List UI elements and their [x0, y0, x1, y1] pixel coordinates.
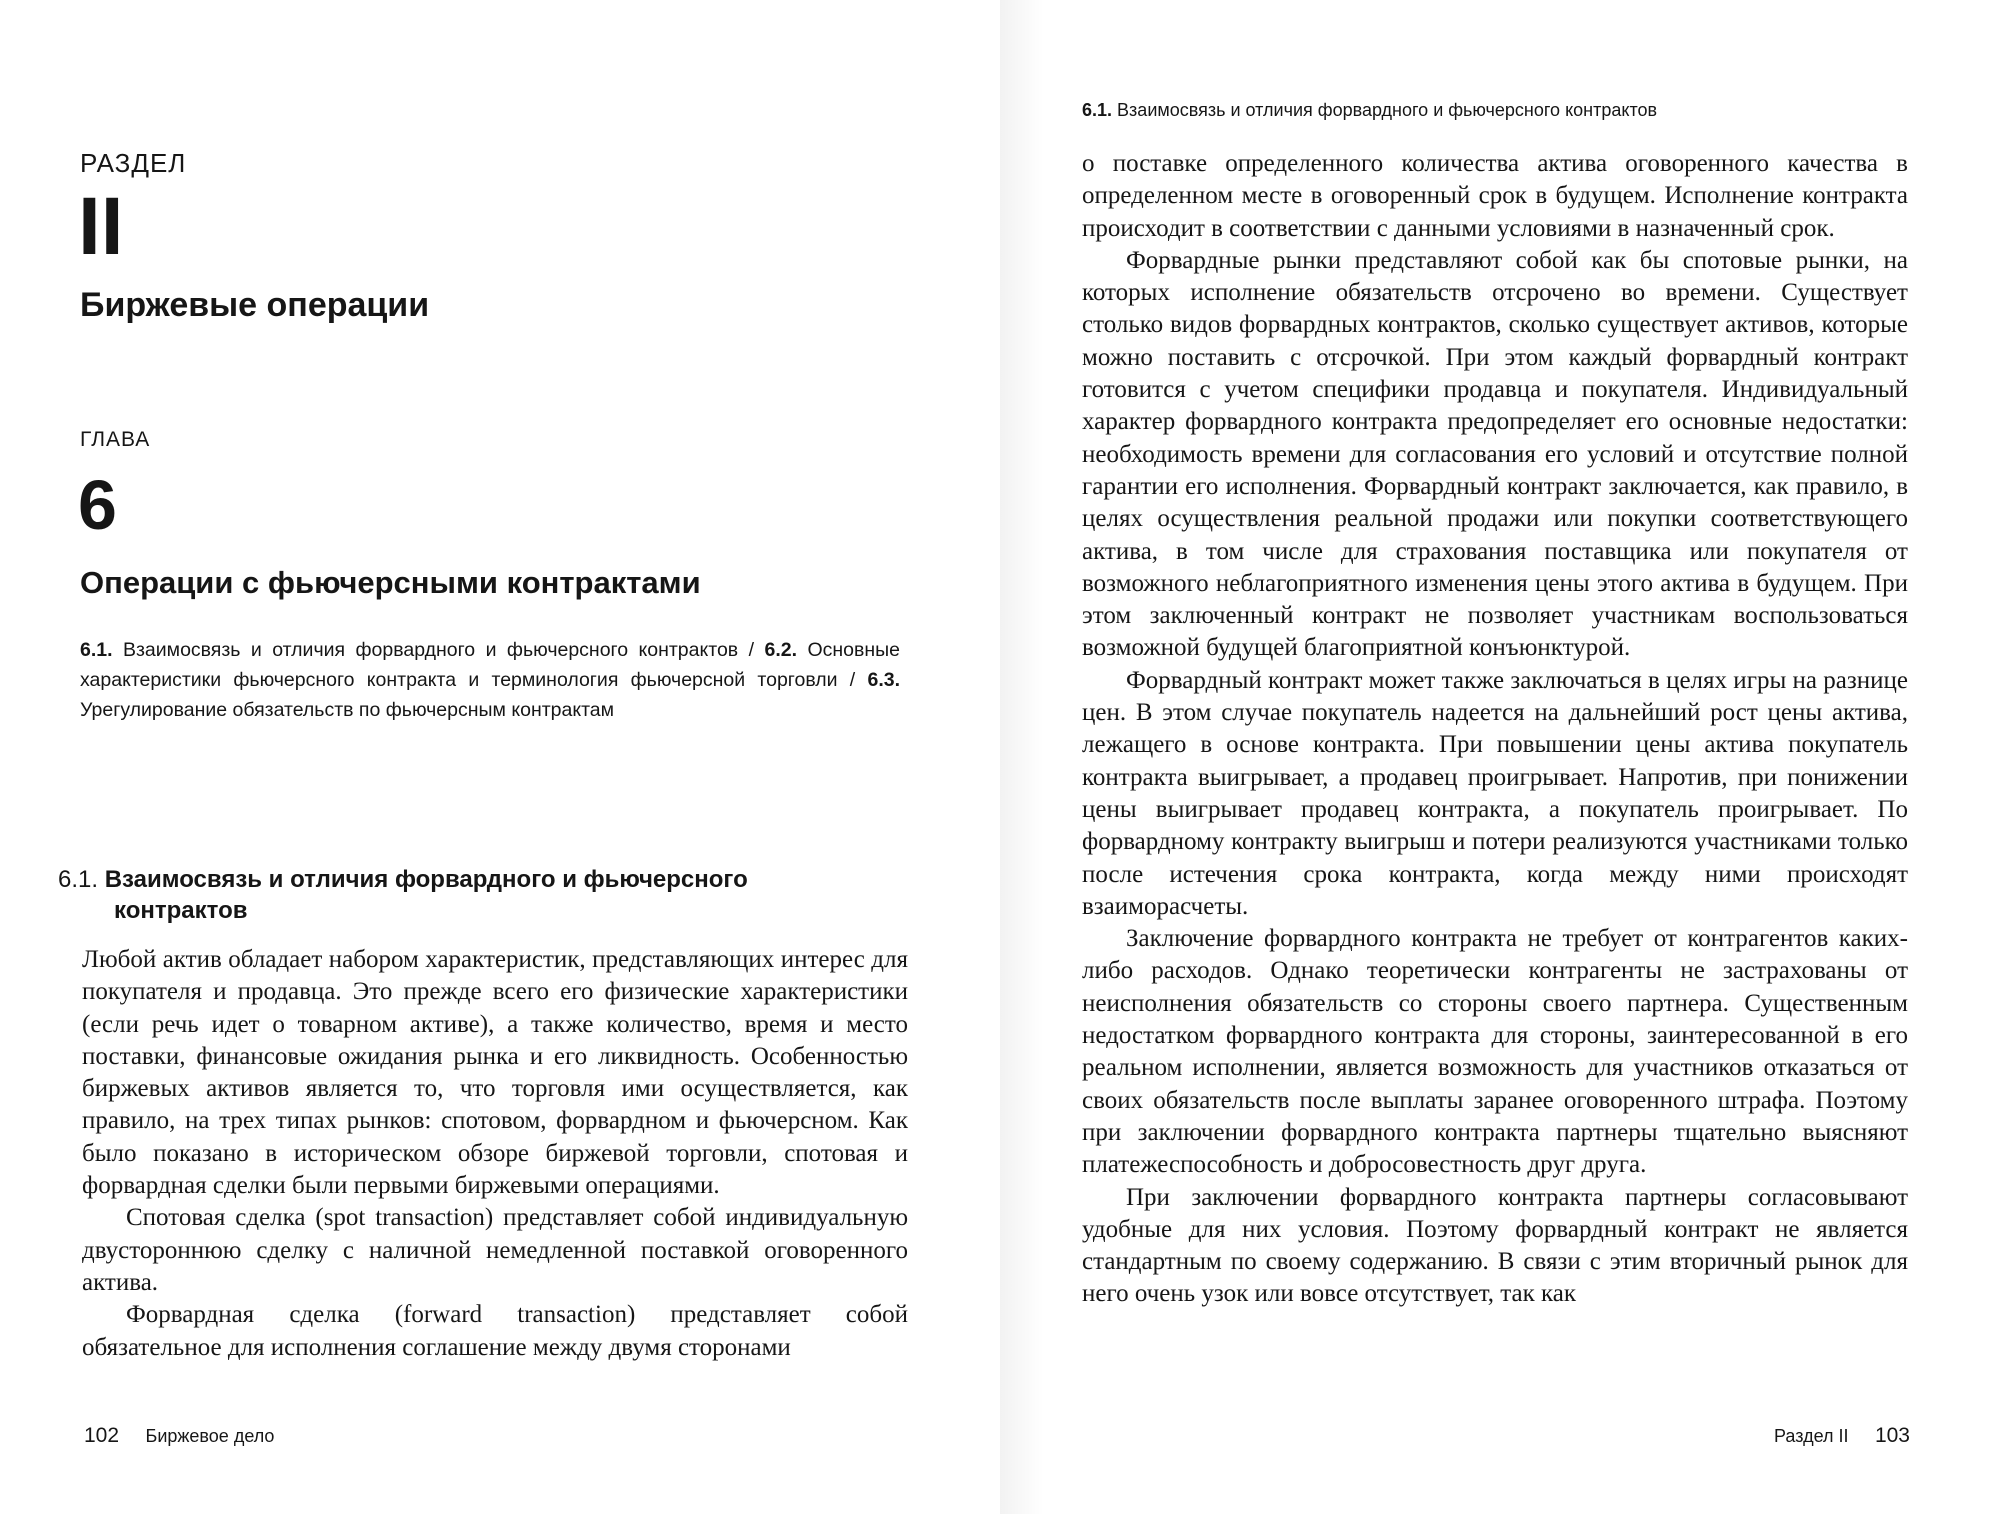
paragraph: Форвардные рынки представляют собой как бы спотовые рынки, на которых исполнение обязательств отсрочено во времени. Существует столько видов форвардных контрактов, сколько существует активов, которые можно поставить с отсрочкой. При этом каждый форвардный контракт готовится с учетом специфики продавца и покупателя. Индивидуальный характер форвардного контракта предопределяет его основные недостатки: необходимость времени для согласования его условий и отсутствие полной гарантии его исполнения. Форвардный контракт заключается, как правило, в целях осуществления реальной продажи или покупки соответствующего актива, в том числе для страхования поставщика или покупателя от возможного неблагоприятного изменения цены этого актива в будущем. При этом заключенный контракт не позволяет участникам воспользоваться возможной будущей благоприятной конъюнктурой.	[1082, 246, 1908, 662]
contents-item: 6.1. Взаимосвязь и отличия форвардного и фьючерсного контрактов /	[80, 639, 755, 661]
contents-item: 6.3. Урегулирование обязательств по фьючерсным контрактам	[80, 669, 900, 721]
paragraph: Любой актив обладает набором характеристик, представляющих интерес для покупателя и продавца. Это прежде всего его физические характеристики (если речь идет о товарном активе), а также количество, время и место поставки, финансовые ожидания рынка и его ликвидность. Особенностью биржевых активов является то, что торговля ими осуществляется, как правило, на трех типах рынков: спотовом, форвардном и фьючерсном. Как было показано в историческом обзоре биржевой торговли, спотовая и форвардная сделки были первыми биржевыми операциями.	[82, 946, 908, 1200]
section-title: Биржевые операции	[80, 286, 430, 324]
paragraph: Форвардная сделка (forward transaction) представляет собой обязательное для исполнения соглашение между двумя сторонами	[82, 1301, 908, 1361]
section-number: II	[78, 181, 124, 272]
chapter-label: ГЛАВА	[80, 428, 151, 451]
chapter-number: 6	[78, 466, 117, 544]
page-number: 103	[1874, 1424, 1910, 1447]
contents-item: 6.2. Основные характеристики фьючерсного контракта и терминология фьючерсной торговли /	[80, 639, 900, 691]
section-ref: Раздел II	[1774, 1426, 1849, 1446]
paragraph: При заключении форвардного контракта партнеры согласовывают удобные для них условия. Поэтому форвардный контракт не является стандартным по своему содержанию. В связи с этим вторичный рынок для него очень узок или вовсе отсутствует, так как	[1082, 1183, 1908, 1308]
book-title: Биржевое дело	[145, 1426, 275, 1446]
section-label: РАЗДЕЛ	[80, 148, 187, 178]
running-head: 6.1. Взаимосвязь и отличия форвардного и фьючерсного контрактов	[1082, 100, 1658, 120]
subsection-heading	[58, 864, 918, 926]
paragraph: о поставке определенного количества актива оговоренного качества в определенном месте в оговоренный срок в будущем. Исполнение контракта происходит в соответствии с данными условиями в назначенный срок.	[1082, 150, 1908, 242]
left-footer	[84, 1424, 274, 1448]
right-footer	[1774, 1424, 1910, 1448]
right-page	[1000, 0, 2000, 1514]
subsection-title-line2: контрактов	[114, 897, 248, 924]
chapter-contents	[80, 635, 900, 725]
subsection-number: 6.1.	[58, 866, 99, 893]
subsection-title-line1: Взаимосвязь и отличия форвардного и фьючерсного	[104, 866, 748, 893]
paragraph: Спотовая сделка (spot transaction) представляет собой индивидуальную двустороннюю сделку с наличной немедленной поставкой оговоренного актива.	[82, 1204, 908, 1296]
paragraph: Форвардный контракт может также заключаться в целях игры на разнице цен. В этом случае покупатель надеется на дальнейший рост цены актива, лежащего в основе контракта. При повышении цены актива покупатель контракта выигрывает, а продавец проигрывает. Напротив, при понижении цены выигрывает продавец контракта, а покупатель проигрывает. По форвардному контракту выигрыш и потери реализуются участниками только после истечения срока контракта, когда между ними происходят взаиморасчеты.	[1082, 666, 1908, 920]
paragraph: Заключение форвардного контракта не требует от контрагентов каких-либо расходов. Однако теоретически контрагенты не застрахованы от неисполнения обязательств со стороны своего партнера. Существенным недостатком форвардного контракта для стороны, заинтересованной в его реальном исполнении, является возможность для участников отказаться от своих обязательств после выплаты заранее оговоренного штрафа. Поэтому при заключении форвардного контракта партнеры тщательно выясняют платежеспособность и добросовестность друг друга.	[1082, 925, 1908, 1179]
page-number: 102	[84, 1424, 120, 1447]
chapter-title: Операции с фьючерсными контрактами	[80, 565, 701, 600]
right-body-text	[1082, 148, 1908, 1311]
left-body-text	[82, 944, 908, 1364]
